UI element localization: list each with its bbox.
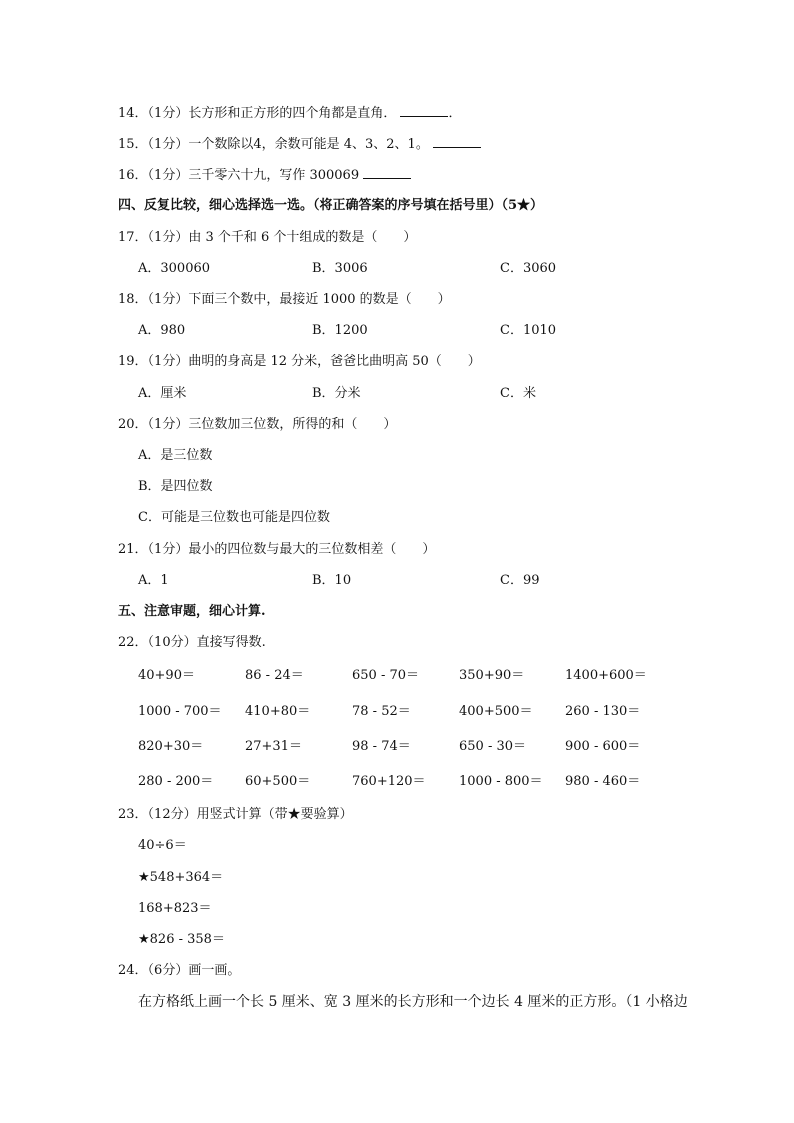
calc-item: 820+30＝ xyxy=(138,739,204,754)
question-21 xyxy=(118,541,435,559)
question-text: 直接写得数. xyxy=(196,635,266,650)
question-score: （1分） xyxy=(147,230,189,245)
question-text: 三千零六十九，写作 300069 xyxy=(188,168,360,183)
question-score: （10分） xyxy=(147,635,197,650)
option-c[interactable]: C．3060 xyxy=(500,261,557,276)
question-number: 18． xyxy=(118,292,148,307)
question-18 xyxy=(118,291,451,309)
option-c[interactable]: C．1010 xyxy=(500,323,557,338)
question-23 xyxy=(118,806,353,824)
option-b[interactable]: B．3006 xyxy=(312,261,368,276)
calc-item: 760+120＝ xyxy=(352,774,426,789)
question-text: 由 3 个千和 6 个十组成的数是（ ） xyxy=(188,230,417,245)
option-c[interactable]: C．可能是三位数也可能是四位数 xyxy=(138,510,330,525)
question-14 xyxy=(118,104,462,123)
question-text: 用竖式计算（带★要验算） xyxy=(196,807,353,822)
question-text: 一个数除以4，余数可能是 4、3、2、1。 xyxy=(188,137,429,152)
option-c[interactable]: C．99 xyxy=(500,573,540,588)
question-number: 21． xyxy=(118,542,148,557)
calc-item: 40+90＝ xyxy=(138,668,195,683)
option-b[interactable]: B．1200 xyxy=(312,323,368,338)
section-4-title: 四、反复比较，细心选择选一选。（将正确答案的序号填在括号里）（5★） xyxy=(118,198,544,213)
question-15 xyxy=(118,135,481,154)
question-text: 下面三个数中，最接近 1000 的数是（ ） xyxy=(188,292,451,307)
question-number: 15． xyxy=(118,137,148,152)
question-score: （1分） xyxy=(147,106,189,121)
question-number: 17． xyxy=(118,230,148,245)
calc-item: 60+500＝ xyxy=(245,774,311,789)
vertical-calc-item: ★826 - 358＝ xyxy=(138,932,225,947)
vertical-calc-item: 168+823＝ xyxy=(138,901,212,916)
option-b[interactable]: B．10 xyxy=(312,573,352,588)
calc-item: 27+31＝ xyxy=(245,739,302,754)
calc-item: 1000 - 700＝ xyxy=(138,704,222,719)
question-score: （1分） xyxy=(147,137,189,152)
calc-item: 78 - 52＝ xyxy=(352,704,411,719)
answer-blank[interactable] xyxy=(433,135,481,148)
section-5-title: 五、注意审题，细心计算. xyxy=(118,604,266,619)
vertical-calc-item: ★548+364＝ xyxy=(138,870,224,885)
option-c[interactable]: C．米 xyxy=(500,386,536,401)
question-number: 22． xyxy=(118,635,148,650)
option-a[interactable]: A．1 xyxy=(138,573,169,588)
question-score: （12分） xyxy=(147,807,197,822)
calc-item: 1400+600＝ xyxy=(565,668,647,683)
option-a[interactable]: A．是三位数 xyxy=(138,448,213,463)
question-number: 20． xyxy=(118,417,148,432)
question-score: （1分） xyxy=(147,292,189,307)
option-a[interactable]: A．300060 xyxy=(138,261,211,276)
question-24 xyxy=(118,962,240,980)
question-20 xyxy=(118,416,396,434)
option-a[interactable]: A．980 xyxy=(138,323,186,338)
calc-item: 350+90＝ xyxy=(459,668,525,683)
calc-item: 98 - 74＝ xyxy=(352,739,411,754)
calc-item: 980 - 460＝ xyxy=(565,774,641,789)
option-a[interactable]: A．厘米 xyxy=(138,386,187,401)
calc-item: 1000 - 800＝ xyxy=(459,774,543,789)
question-text: 画一画。 xyxy=(188,963,241,978)
calc-item: 900 - 600＝ xyxy=(565,739,641,754)
question-text: 最小的四位数与最大的三位数相差（ ） xyxy=(188,542,436,557)
question-score: （1分） xyxy=(147,354,189,369)
question-text: 三位数加三位数，所得的和（ ） xyxy=(188,417,397,432)
option-b[interactable]: B．分米 xyxy=(312,386,361,401)
question-text: 曲明的身高是 12 分米，爸爸比曲明高 50（ ） xyxy=(188,354,481,369)
question-16 xyxy=(118,166,411,185)
question-score: （1分） xyxy=(147,417,189,432)
option-b[interactable]: B．是四位数 xyxy=(138,479,213,494)
calc-item: 400+500＝ xyxy=(459,704,533,719)
question-22 xyxy=(118,634,266,652)
question-number: 23． xyxy=(118,807,148,822)
answer-blank[interactable] xyxy=(363,166,411,179)
calc-item: 280 - 200＝ xyxy=(138,774,214,789)
question-tail: ． xyxy=(448,106,462,121)
question-17 xyxy=(118,229,416,247)
question-text: 长方形和正方形的四个角都是直角． xyxy=(188,106,397,121)
question-number: 14． xyxy=(118,106,148,121)
question-score: （6分） xyxy=(147,963,189,978)
calc-item: 86 - 24＝ xyxy=(245,668,304,683)
question-score: （1分） xyxy=(147,168,189,183)
vertical-calc-item: 40÷6＝ xyxy=(138,838,187,853)
question-number: 19． xyxy=(118,354,148,369)
question-24-body: 在方格纸上画一个长 5 厘米、宽 3 厘米的长方形和一个边长 4 厘米的正方形。（1 小格边 xyxy=(138,994,688,1010)
calc-item: 650 - 30＝ xyxy=(459,739,527,754)
question-score: （1分） xyxy=(147,542,189,557)
question-19 xyxy=(118,353,481,371)
calc-item: 260 - 130＝ xyxy=(565,704,641,719)
question-number: 24． xyxy=(118,963,148,978)
answer-blank[interactable] xyxy=(400,104,448,117)
calc-item: 650 - 70＝ xyxy=(352,668,420,683)
calc-item: 410+80＝ xyxy=(245,704,311,719)
question-number: 16． xyxy=(118,168,148,183)
